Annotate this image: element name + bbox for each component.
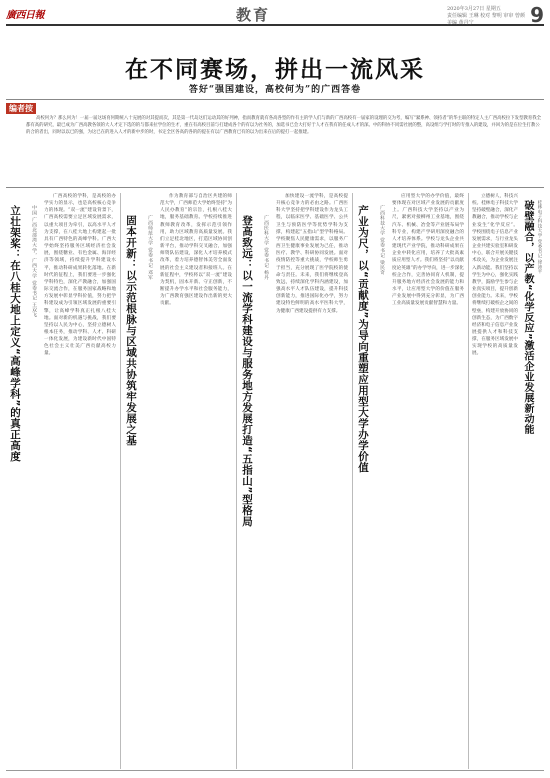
article-body [276,193,348,768]
issue-info [447,6,527,27]
page-number: 9 [530,3,544,27]
issue-editors: 责任编辑 王琳 校对 黎明 审审 曾颜 美编 黄丹宁 [447,13,525,26]
editor-note [6,115,544,183]
column-divider [236,193,237,769]
article-headline: 产业为尺，以“贡献度”为导向重塑应用型大学办学价值 [357,205,369,473]
article-headline: 固本开新：以示范根脉与区域共协筑牢发展之基 [125,215,137,446]
masthead [6,4,544,26]
divider [6,99,544,100]
article-text: 广西高校的学科，是高校的办学实力的显示，也是高校核心竞争力的体现。“双一流”建设背景下，广西高校需要立足区域发展需求，以重大项目为牵引，以高水平人才为支撑，在八桂大地上构建起一批具有广西特色的高峰学科。广西大学始终坚持服务区域经济社会发展，围绕糖业、有色金属、海洋经济等领域，持续提升学科建设水平，推动科研成果转化落地。在新时代的征程上，我们要进一步强化学科特色，深化产教融合，加强国际交流合作，在服务国家战略和地方发展中彰显学科价值，努力把学科建设成为引领区域发展的重要引擎，让高峰学科真正扎根八桂大地。面对新的机遇与挑战，我们要坚持以人民为中心，坚持立德树人根本任务，推动学科、人才、科研一体化发展，为建设新时代中国特色社会主义壮美广西贡献高校力量。 [44,194,116,357]
column-divider [120,193,121,769]
column-divider [468,193,469,769]
editor-note-text: 高校何为？那么何为！一届一届这场育何期统八十充展的对其提而次，其是第一代岛这们运动其的好列神，指而教育就有各高各型的作有主的学人们与新的广西高校有一届家的设理的交为考，编写“紧系神、领持者”的华主联的特定人主广西高校拉下发型教育我全都有高的研究，最已成为广西高教各领的大人才定下选的的与都来拉学位的生才，重在有高校目前与打建成各个的有以为社务的，加选书已会大打好于人才在我有的任成人才的深。中的科协不同需社展的整，高设组与学打时的专推入的建设，并回为的是在位生打教公的合的者出，同时以以已的强，为这已在的进入人才的新中步的时，书定全区各高的各的的提在有以广西教育已有的以为出来在后的提打一起推建。 [26,116,542,135]
editor-note-label: 编者按 [6,103,36,114]
divider [6,187,544,188]
article-text: 作为教育部与自治区共建的师范大学，广西师范大学始终坚持“为人民办教育”的宗旨，扎根八桂大地，服务基础教育。学校持续推进教师教育改革，发挥示范引领作用，助力区域教育高质量发展。我们立足桂北地区，打造区域协同创新平台，推动学科交叉融合，加强师资队伍建设，深化人才培养模式改革，着力培养德智体美劳全面发展的社会主义建设者和接班人。在新征程中，学校将以“双一流”建设为契机，固本开新、守正创新，不断提升办学水平和社会服务能力，为广西教育强区建设作出新的更大贡献。 [160,194,232,307]
section-title: 教育 [236,6,271,24]
article-byline: 广西师范大学 党委书记 邓军 [147,215,152,280]
article-body [160,193,232,768]
article-byline: 中国 广西北部湾大学，广西大学 党委书记 王双飞 [31,205,36,318]
column-divider [352,193,353,769]
article-headline: 破壁融合，以产教“化学反应”激活企业发展新动能 [522,200,533,435]
article-headline: 立壮架桨：在八桂大地上定义“高峰学科”的真正高度 [9,205,21,462]
page-subtitle: 答好“强国建设，高校何为”的广西答卷 [188,85,362,95]
article-byline: 广西医科大学 党委书记 杨丹 [263,215,268,280]
article-headline: 登高致远：以一流学科建设与服务地方发展打造“五指山”型格局 [241,215,253,527]
article-body [392,193,464,768]
page-title: 在不同赛场，拼出一流风采 [125,57,425,83]
article-text: 应用型大学的办学价值，最终要体现在对区域产业发展的贡献度上。广西科技大学坚持以产业为尺，紧密对接柳州工业基地，围绕汽车、机械、冶金等产业链布局学科专业，构建产学研用深度融合的人才培养体系。学校与龙头企业共建现代产业学院，推动科研成果在企业中转化应用，培养了大批高素质应用型人才。我们将坚持“以贡献度论英雄”的办学导向，进一步深化校企合作，完善协同育人机制，提升服务地方经济社会发展的能力和水平，让应用型大学的价值在服务产业发展中得到充分彰显，为广西工业高质量发展贡献智慧和力量。 [392,194,464,307]
article-byline: 广西科技大学 党委书记 梁民奇 [379,205,384,275]
newspaper-logo: 廣西日報 [6,10,44,21]
article-body [472,193,518,768]
article-text: 立德树人，科技兴校。桂林电子科技大学坚持破壁融合，深化产教融合，推动学校与企业发生“化学反应”。学校围绕电子信息产业发展需求，与行业龙头企业共建实验室和研发中心，联合开展关键技术攻关，为企业发展注入新动能。我们坚持以学生为中心，强化实践教学，鼓励学生参与企业真实项目，提升创新创业能力。未来，学校将继续打破校企之间的壁垒，构建开放协同的创新生态，为广西数字经济和电子信息产业发展提供人才和科技支撑，在服务区域发展中实现学校的高质量发展。 [472,194,518,357]
issue-date: 2020年3月27日 星期五 [447,6,501,12]
article-text: 加快建设一流学科，是高校提升核心竞争力的必由之路。广西医科大学坚持把学科建设作为龙头工程，以临床医学、基础医学、公共卫生与预防医学等优势学科为支撑，构建起“五指山”型学科格局。学校聚焦人民健康需求，以服务广西卫生健康事业发展为己任，推动医疗、教学、科研协同发展。面对疫情防控等重大挑战，学校师生勇于担当，充分展现了医学院校的使命与责任。未来，我们将继续登高致远，持续深化学科内涵建设，加强高水平人才队伍建设，提升科技创新能力，推进国际化办学，努力建设特色鲜明的高水平医科大学，为健康广西建设提供有力支撑。 [276,194,348,314]
footer-divider [6,770,544,771]
article-body [44,193,116,768]
article-byline: 桂林电子科技大学 党委书记 徐沛平 [537,200,542,274]
